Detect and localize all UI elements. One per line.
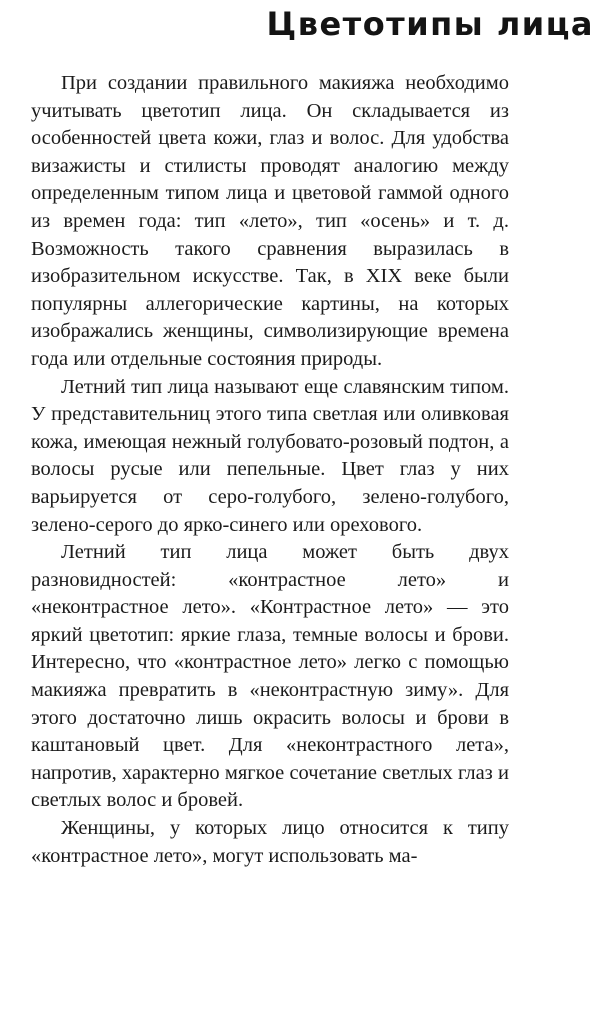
paragraph-1: При создании правильного макияжа необходимо учитывать цветотип лица. Он складывается из особенностей цвета кожи, глаз и волос. Для удобства визажисты и стилисты проводят аналогию между определенным типом лица и цветовой гаммой одного из времен года: тип «лето», тип «осень» и т. д. Возможность такого сравнения выразилась в изобразительном искусстве. Так, в XIX веке были популярны аллегорические картины, на которых изображались женщины, символизирующие времена года или отдельные состояния природы.: [31, 72, 509, 370]
paragraph-4: Женщины, у которых лицо относится к типу «контрастное лето», могут использовать ма-: [31, 817, 509, 867]
paragraph-2: Летний тип лица называют еще славянским типом. У представительниц этого типа светлая или оливковая кожа, имеющая нежный голубовато-розовый подтон, а волосы русые или пепельные. Цвет глаз у них варьируется от серо-голубого, зелено-голубого, зелено-серого до ярко-синего или орехового.: [31, 375, 509, 536]
paragraph-3: Летний тип лица может быть двух разновидностей: «контрастное лето» и «неконтрастное лето». «Контрастное лето» — это яркий цветотип: яркие глаза, темные волосы и брови. Интересно, что «контрастное лето» легко с помощью макияжа превратить в «неконтрастную зиму». Для этого достаточно лишь окрасить волосы и брови в каштановый цвет. Для «неконтрастного лета», напротив, характерно мягкое сочетание светлых глаз и светлых волос и бровей.: [31, 541, 509, 812]
body-text: [31, 70, 509, 870]
page-title: Цветотипы лица: [266, 5, 594, 43]
